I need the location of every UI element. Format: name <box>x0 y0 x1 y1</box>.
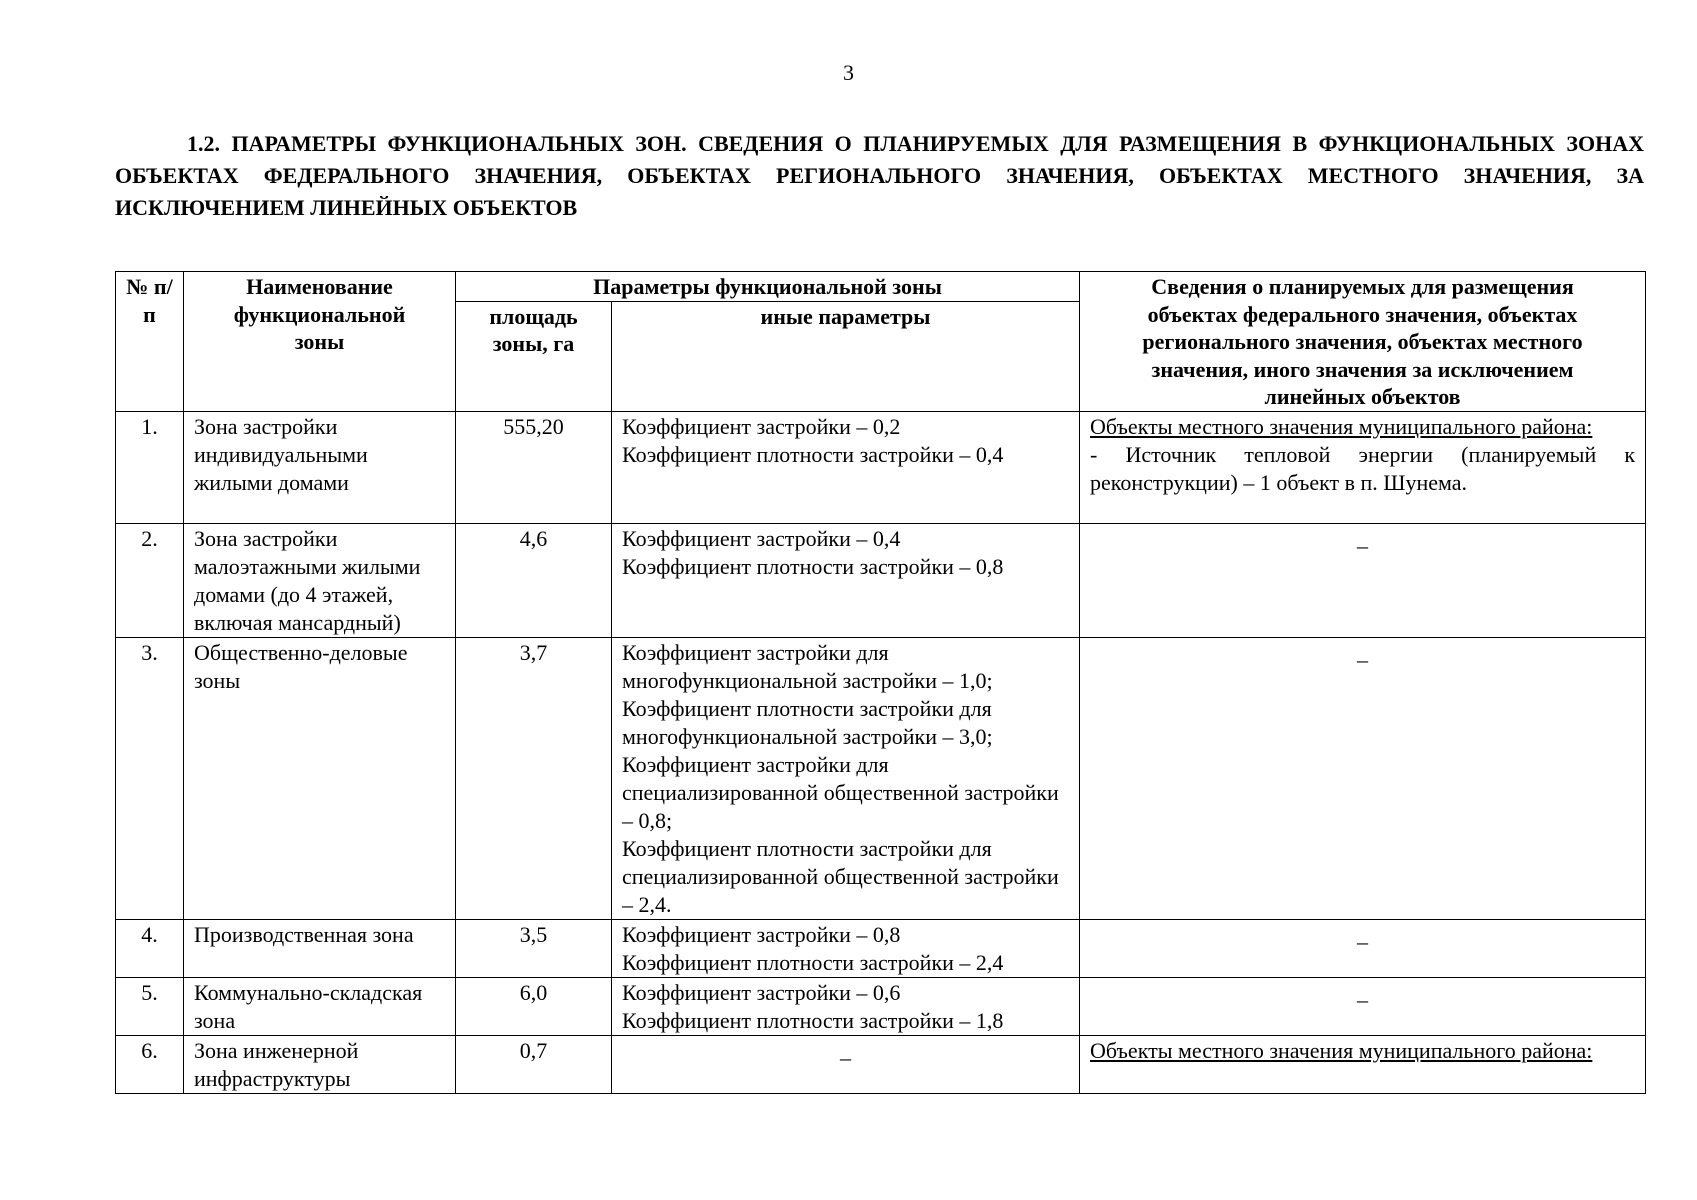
row-info-dash: – <box>1080 919 1646 977</box>
row-name: Зона инженерной инфраструктуры <box>184 1035 456 1093</box>
section-heading: 1.2. ПАРАМЕТРЫ ФУНКЦИОНАЛЬНЫХ ЗОН. СВЕДЕНИЯ О ПЛАНИРУЕМЫХ ДЛЯ РАЗМЕЩЕНИЯ В ФУНКЦИОНАЛЬНЫХ ЗОНАХ ОБЪЕКТАХ ФЕДЕРАЛЬНОГО ЗНАЧЕНИЯ, ОБЪЕКТАХ РЕГИОНАЛЬНОГО ЗНАЧЕНИЯ, ОБЪЕКТАХ МЕСТНОГО ЗНАЧЕНИЯ, ЗА ИСКЛЮЧЕНИЕМ ЛИНЕЙНЫХ ОБЪЕКТОВ <box>115 131 1644 220</box>
row-params <box>612 919 1080 977</box>
row-info <box>1080 411 1646 523</box>
row-name: Коммунально-складская зона <box>184 977 456 1035</box>
row-info-dash: – <box>1080 637 1646 919</box>
param-line: Коэффициент плотности застройки для многофункциональной застройки – 3,0; <box>622 695 993 749</box>
row-num: 4. <box>116 919 184 977</box>
row-name: Производственная зона <box>184 919 456 977</box>
row-name: Зона застройки индивидуальными жилыми домами <box>184 411 456 523</box>
param-line: Коэффициент застройки – 0,8 <box>622 921 901 947</box>
row-name: Зона застройки малоэтажными жилыми домами (до 4 этажей, включая мансардный) <box>184 523 456 637</box>
row-area: 6,0 <box>456 977 612 1035</box>
info-text: - Источник тепловой энергии (планируемый к реконструкции) – 1 объект в п. Шунема. <box>1090 441 1636 495</box>
row-area: 3,7 <box>456 637 612 919</box>
info-title: Объекты местного значения муниципального района: <box>1090 1037 1593 1063</box>
param-line: Коэффициент застройки – 0,2 <box>622 413 901 439</box>
table-row <box>116 977 1646 1035</box>
param-line: Коэффициент застройки для многофункциональной застройки – 1,0; <box>622 639 993 693</box>
header-params-group: Параметры функциональной зоны <box>456 272 1080 302</box>
header-num: № п/п <box>116 272 184 412</box>
row-params <box>612 523 1080 637</box>
table-row <box>116 1035 1646 1093</box>
param-line: Коэффициент плотности застройки для специализированной общественной застройки – 2,4. <box>622 835 1059 917</box>
row-info-dash: – <box>1080 977 1646 1035</box>
header-info: Сведения о планируемых для размещения объектах федерального значения, объектах регионального значения, объектах местного значения, иного значения за исключением линейных объектов <box>1080 272 1646 412</box>
row-area: 3,5 <box>456 919 612 977</box>
header-area: площадь зоны, га <box>456 301 612 411</box>
header-other-params: иные параметры <box>612 301 1080 411</box>
param-line: Коэффициент плотности застройки – 0,8 <box>622 553 1004 579</box>
row-name: Общественно-деловые зоны <box>184 637 456 919</box>
row-info-dash: – <box>1080 523 1646 637</box>
row-num: 1. <box>116 411 184 523</box>
param-line: Коэффициент плотности застройки – 2,4 <box>622 949 1004 975</box>
header-name: Наименование функциональной зоны <box>184 272 456 412</box>
page-number: 3 <box>843 60 854 85</box>
row-area: 0,7 <box>456 1035 612 1093</box>
row-params <box>612 411 1080 523</box>
row-area: 4,6 <box>456 523 612 637</box>
table-header-row <box>116 272 1646 302</box>
param-line: Коэффициент застройки – 0,4 <box>622 525 901 551</box>
param-line: Коэффициент плотности застройки – 1,8 <box>622 1007 1004 1033</box>
row-num: 3. <box>116 637 184 919</box>
row-num: 6. <box>116 1035 184 1093</box>
param-line: Коэффициент застройки для специализированной общественной застройки – 0,8; <box>622 751 1059 833</box>
table-row <box>116 919 1646 977</box>
row-info <box>1080 1035 1646 1093</box>
row-area: 555,20 <box>456 411 612 523</box>
zones-table <box>115 271 1646 1094</box>
info-title: Объекты местного значения муниципального района: <box>1090 413 1593 439</box>
row-params-dash: – <box>612 1035 1080 1093</box>
row-num: 2. <box>116 523 184 637</box>
table-row <box>116 637 1646 919</box>
row-params <box>612 637 1080 919</box>
row-num: 5. <box>116 977 184 1035</box>
table-row <box>116 523 1646 637</box>
param-line: Коэффициент застройки – 0,6 <box>622 979 901 1005</box>
param-line: Коэффициент плотности застройки – 0,4 <box>622 441 1004 467</box>
row-params <box>612 977 1080 1035</box>
table-row <box>116 411 1646 523</box>
